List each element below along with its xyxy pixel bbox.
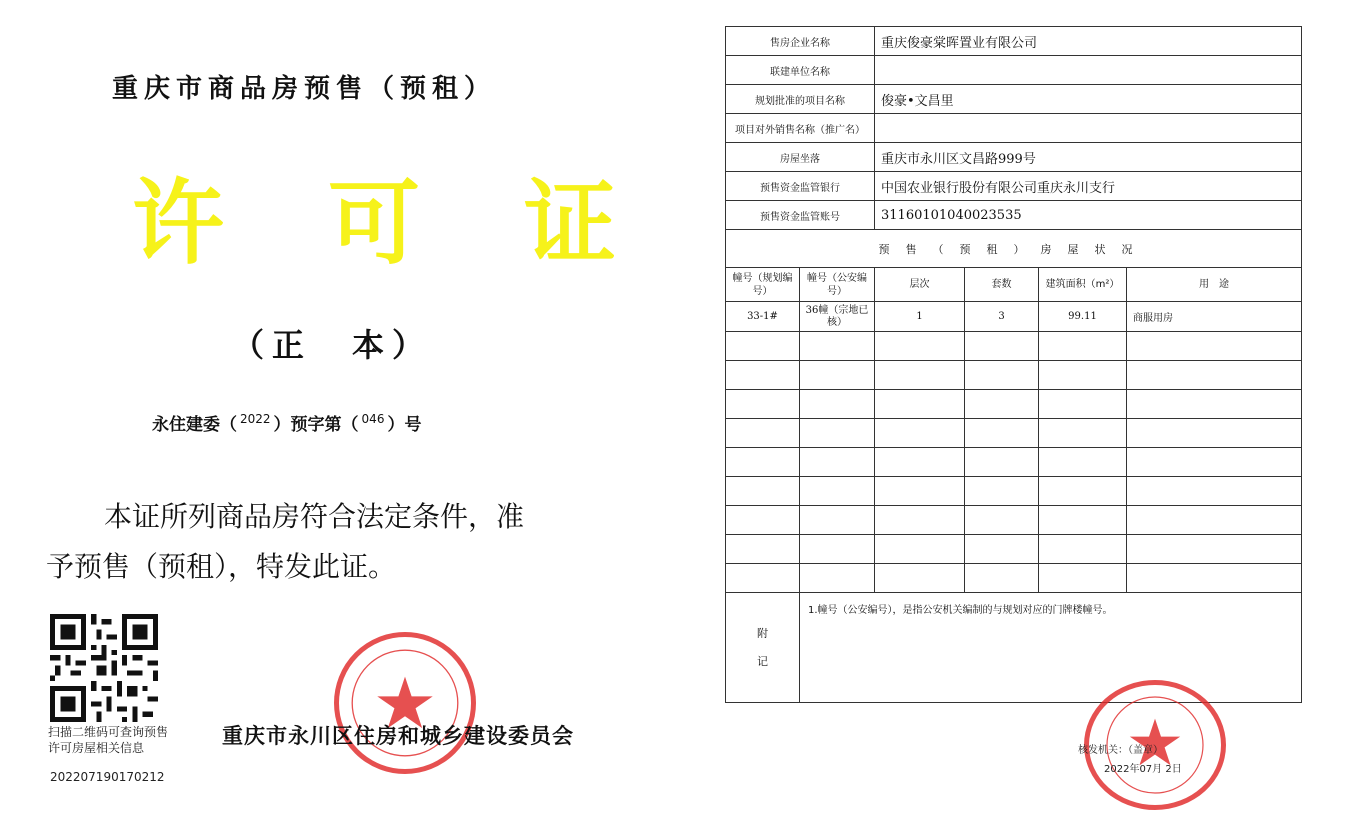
original-copy-label: （正 本） <box>232 326 433 364</box>
detail-row <box>726 201 1302 230</box>
column-header-row <box>726 268 1302 302</box>
detail-value: 俊豪•文昌里 <box>875 85 1302 114</box>
detail-label: 售房企业名称 <box>726 27 875 56</box>
detail-value: 重庆市永川区文昌路999号 <box>875 143 1302 172</box>
certificate-number <box>152 410 421 435</box>
details-table <box>725 26 1302 703</box>
table-row <box>726 390 1302 419</box>
table-row <box>726 564 1302 593</box>
column-header: 幢号（公安编号） <box>800 268 875 302</box>
floor: 1 <box>875 302 965 332</box>
plan-building-no: 33-1# <box>726 302 800 332</box>
detail-label: 房屋坐落 <box>726 143 875 172</box>
detail-label: 联建单位名称 <box>726 56 875 85</box>
floor-area: 99.11 <box>1039 302 1127 332</box>
serial-number: 202207190170212 <box>50 770 165 784</box>
table-row <box>726 506 1302 535</box>
detail-value <box>875 114 1302 143</box>
section-title: 预售（预租）房屋状况 <box>726 230 1302 268</box>
detail-row <box>726 114 1302 143</box>
detail-row <box>726 27 1302 56</box>
number-suffix: ）号 <box>387 415 422 435</box>
table-row <box>726 302 1302 332</box>
statement-line-2: 予预售（预租），特发此证。 <box>46 550 397 583</box>
table-row <box>726 361 1302 390</box>
official-seal <box>334 632 476 774</box>
column-header: 层次 <box>875 268 965 302</box>
note-text: 1.幢号（公安编号），是指公安机关编制的与规划对应的门牌楼幢号。 <box>800 593 1302 703</box>
detail-label: 规划批准的项目名称 <box>726 85 875 114</box>
detail-value: 重庆俊豪棠晖置业有限公司 <box>875 27 1302 56</box>
statement-line-1: 本证所列商品房符合法定条件，准 <box>104 500 525 533</box>
qr-code[interactable] <box>50 614 158 722</box>
number-mid: ）预字第（ <box>273 415 359 435</box>
issuing-authority: 核发机关：（盖章） <box>1078 745 1163 756</box>
number-year: 2022 <box>240 412 271 427</box>
notes-label <box>726 593 800 703</box>
qr-caption: 扫描二维码可查询预售许可房屋相关信息 <box>48 725 169 755</box>
detail-row <box>726 56 1302 85</box>
column-header: 建筑面积（m²） <box>1039 268 1127 302</box>
column-header: 套数 <box>965 268 1039 302</box>
certificate-statement <box>46 492 586 592</box>
table-row <box>726 419 1302 448</box>
detail-value: 31160101040023535 <box>875 201 1302 230</box>
detail-row <box>726 143 1302 172</box>
detail-label: 项目对外销售名称（推广名） <box>726 114 875 143</box>
number-prefix: 永住建委（ <box>152 415 237 435</box>
table-row <box>726 535 1302 564</box>
detail-value <box>875 56 1302 85</box>
table-row <box>726 332 1302 361</box>
notes-label-text: 附记 <box>757 626 768 668</box>
units: 3 <box>965 302 1039 332</box>
certificate-title: 许 可 证 <box>132 169 653 277</box>
table-row <box>726 477 1302 506</box>
issue-date: 2022年07月 2日 <box>1104 764 1182 775</box>
usage: 商服用房 <box>1127 302 1302 332</box>
detail-row <box>726 85 1302 114</box>
table-row <box>726 448 1302 477</box>
certificate-heading: 重庆市商品房预售（预租） <box>112 74 497 104</box>
detail-label: 预售资金监管银行 <box>726 172 875 201</box>
issuing-committee: 重庆市永川区住房和城乡建设委员会 <box>222 724 574 748</box>
column-header: 用 途 <box>1127 268 1302 302</box>
police-building-no: 36幢（宗地已核） <box>800 302 875 332</box>
detail-row <box>726 172 1302 201</box>
number-value: 046 <box>361 412 385 427</box>
column-header: 幢号（规划编号） <box>726 268 800 302</box>
detail-value: 中国农业银行股份有限公司重庆永川支行 <box>875 172 1302 201</box>
detail-label: 预售资金监管账号 <box>726 201 875 230</box>
